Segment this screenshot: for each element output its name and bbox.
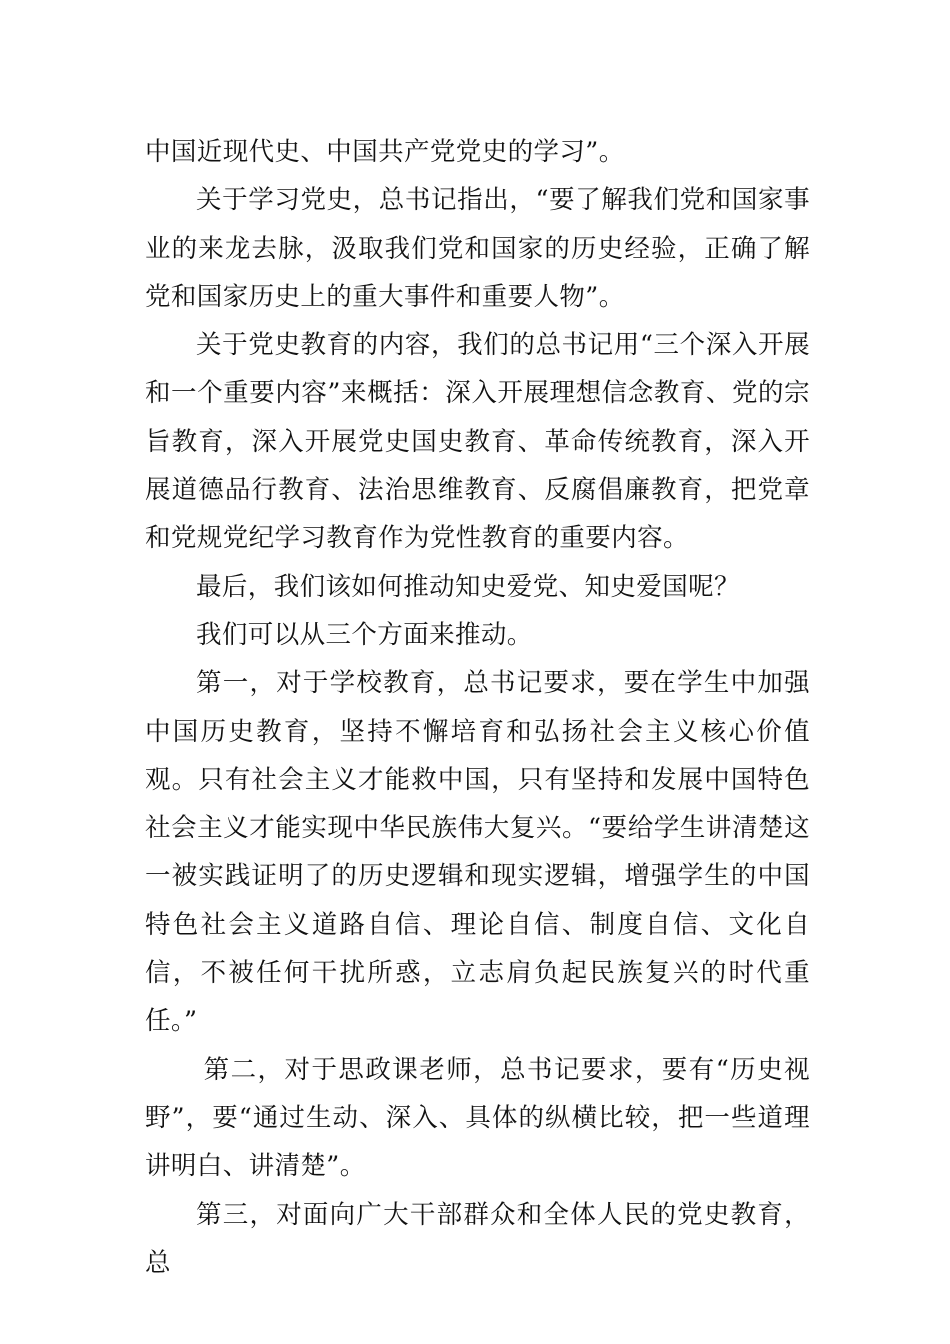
paragraph-continuation: 中国近现代史、中国共产党党史的学习”。 [145,137,625,167]
paragraph-three-aspects: 我们可以从三个方面来推动。 [196,619,533,650]
paragraph-party-history-study: 关于学习党史，总书记指出，“要了解我们党和国家事业的来龙去脉，汲取我们党和国家的历史经验，正确了解党和国家历史上的重大事件和重要人物”。 [145,185,810,312]
paragraph-third-public: 第三，对面向广大干部群众和全体人民的党史教育，总 [145,1199,810,1278]
paragraph-education-content: 关于党史教育的内容，我们的总书记用“三个深入开展和一个重要内容”来概括：深入开展理想信念教育、党的宗旨教育，深入开展党史国史教育、革命传统教育，深入开展道德品行教育、法治思维教育、反腐倡廉教育，把党章和党规党纪学习教育作为党性教育的重要内容。 [145,330,810,554]
paragraph-question: 最后，我们该如何推动知史爱党、知史爱国呢？ [196,571,740,602]
document-body [145,128,810,1287]
paragraph-second-teachers: 第二，对于思政课老师，总书记要求，要有“历史视野”，要“通过生动、深入、具体的纵横比较，把一些道理讲明白、讲清楚”。 [145,1054,810,1182]
paragraph-first-school-education: 第一，对于学校教育，总书记要求，要在学生中加强中国历史教育，坚持不懈培育和弘扬社会主义核心价值观。只有社会主义才能救中国，只有坚持和发展中国特色社会主义才能实现中华民族伟大复兴。“要给学生讲清楚这一被实践证明了的历史逻辑和现实逻辑，增强学生的中国特色社会主义道路自信、理论自信、制度自信、文化自信，不被任何干扰所惑，立志肩负起民族复兴的时代重任。” [145,668,810,1037]
